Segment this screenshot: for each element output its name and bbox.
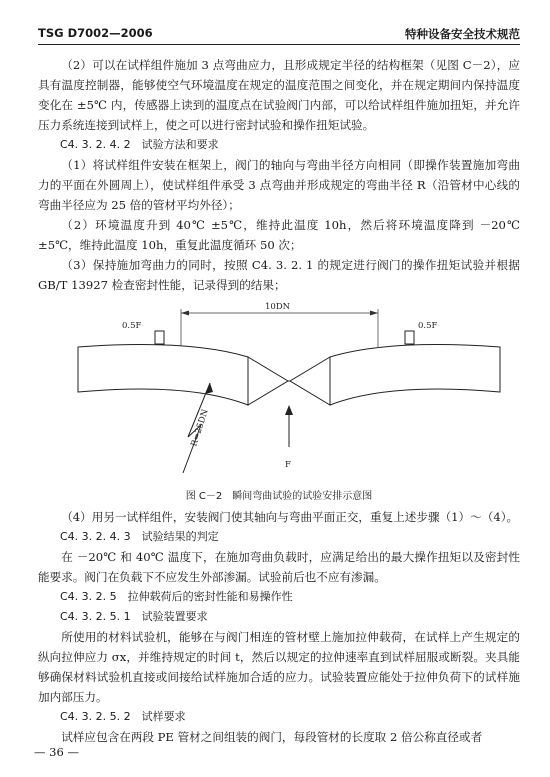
paragraph-step-1: （1）将试样组件安装在框架上，阀门的轴向与弯曲半径方向相同（即操作装置施加弯曲力的平面在外圆周上），使试样组件承受 3 点弯曲并形成规定的弯曲半径 R（沿管材中心线的弯曲半径应为 25 倍的管材平均外径）； [38,158,520,212]
center-force-arrow [285,405,293,415]
figure-caption: 图 C－2 瞬间弯曲试验的试验安排示意图 [185,491,373,502]
page-number: — 36 — [34,745,79,759]
dimension-label: 10DN [265,302,291,312]
right-support [405,331,414,344]
section-heading-apparatus: C4. 3. 2. 5. 1 试验装置要求 [60,610,208,623]
header-title: 特种设备安全技术规范 [405,27,520,41]
valve-left-cone [248,357,288,405]
section-heading-specimen: C4. 3. 2. 5. 2 试样要求 [60,710,186,723]
left-force-label: 0.5F [122,321,142,331]
left-support [155,331,164,344]
section-heading-result: C4. 3. 2. 4. 3 试验结果的判定 [60,530,219,543]
paragraph-step-2: （2）环境温度升到 40℃ ±5℃，维持此温度 10h，然后将环境温度降到 －20℃ ±5℃，维持此温度 10h，重复此温度循环 50 次； [38,218,520,252]
paragraph-apparatus: 所使用的材料试验机，能够在与阀门相连的管材壁上施加拉伸载荷，在试样上产生规定的纵向拉伸应力 σx，并维持规定的时间 t，然后以规定的拉伸速率直到试样屈服或断裂。夹具能够确保材料试验机直接或间接给试样施加合适的应力。试验装置应能处于拉伸负荷下的试样施加内部压力。 [38,630,520,704]
bending-test-figure [38,297,520,487]
dim-arrow-left [181,311,189,316]
paragraph-step-3: （3）保持施加弯曲力的同时，按照 C4. 3. 2. 1 的规定进行阀门的操作扭矩试验并根据 GB/T 13927 检查密封性能，记录得到的结果； [38,258,520,292]
right-pipe [330,345,500,405]
page-header [38,24,520,45]
paragraph-step-4: （4）用另一试样组件，安装阀门使其轴向与弯曲平面正交，重复上述步骤（1）～（4）。 [61,510,519,524]
bending-diagram [38,297,520,487]
page-body [38,55,520,747]
paragraph-specimen: 试样应包含在两段 PE 管材之间组装的阀门，每段管材的长度取 2 倍公称直径或者 [61,730,483,744]
left-pipe [78,345,248,405]
paragraph-result: 在 －20℃ 和 40℃ 温度下，在施加弯曲负载时，应满足给出的最大操作扭矩以及密封性能要求。阀门在负载下不应发生外部渗漏。试验前后也不应有渗漏。 [38,550,520,584]
paragraph-frame-requirements: （2）可以在试样组件施加 3 点弯曲应力，且形成规定半径的结构框架（见图 C－2），应具有温度控制器，能够使空气环境温度在规定的温度范围之间变化，并在规定期间内保持温度变化在 ±5℃ 内，传感器上读到的温度点在试验阀门内部，可以给试样组件施加扭矩，并允许压力系统连接到试样上，使之可以进行密封试验和操作扭矩试验。 [38,58,520,132]
right-force-label: 0.5F [418,321,438,331]
section-heading-test-method: C4. 3. 2. 4. 2 试验方法和要求 [60,138,219,151]
valve-right-cone [290,357,330,405]
radius-label: R=25DN [189,408,211,448]
document-code: TSG D7002—2006 [38,26,153,40]
dim-arrow-right [370,311,378,316]
center-force-label: F [285,460,291,470]
section-heading-tensile: C4. 3. 2. 5 拉伸载荷后的密封性能和易操作性 [60,590,293,603]
